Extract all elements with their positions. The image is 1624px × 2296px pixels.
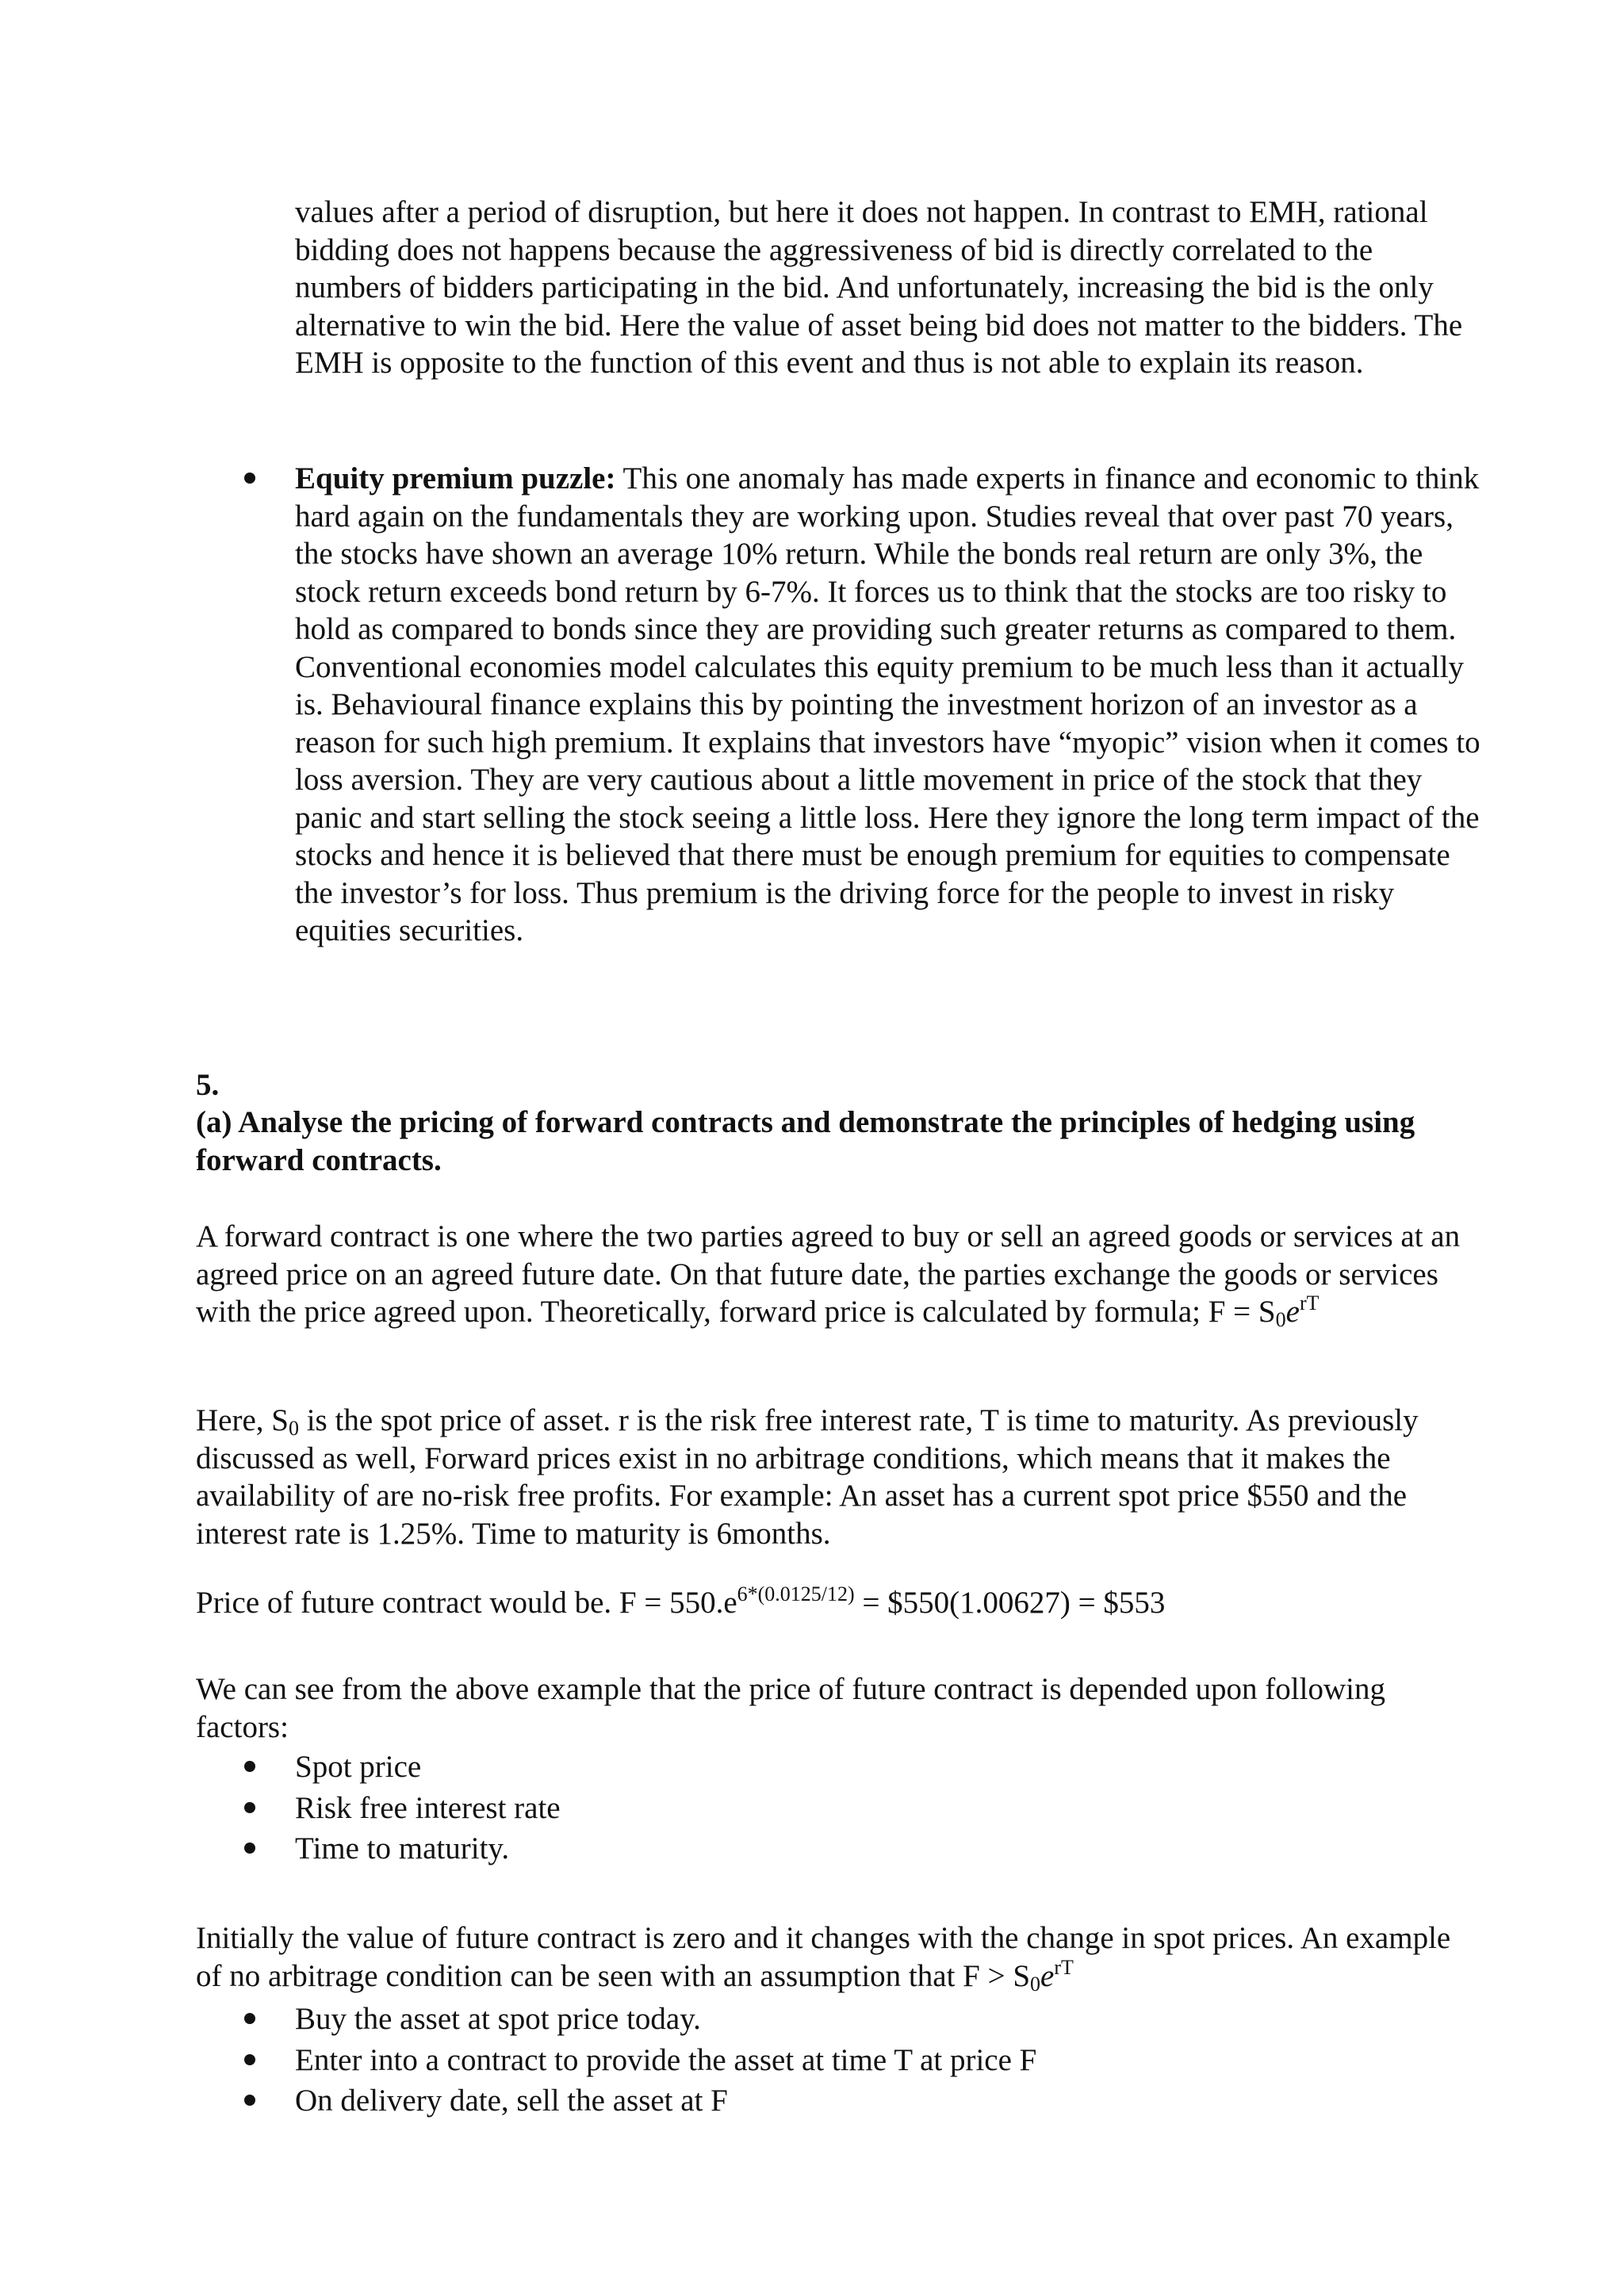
future-price-text-b: = $550(1.00627) = $553 xyxy=(854,1586,1166,1620)
list-item xyxy=(238,1747,1427,1788)
formula-s: S xyxy=(1258,1295,1276,1329)
step-label: Enter into a contract to provide the asset at time T at price F xyxy=(295,2042,1037,2077)
list-item xyxy=(238,2040,1427,2081)
future-price-text-a: Price of future contract would be. F = 550.e xyxy=(196,1586,737,1620)
list-item xyxy=(238,2080,1427,2122)
step-label: Buy the asset at spot price today. xyxy=(295,2002,701,2036)
bullet-icon xyxy=(244,473,255,484)
list-item xyxy=(238,1788,1427,1829)
future-price-exponent: 6*(0.0125/12) xyxy=(737,1582,855,1605)
spot-price-paragraph xyxy=(196,1402,1480,1552)
formula-sub: 0 xyxy=(1275,1308,1286,1331)
equity-premium-text xyxy=(295,460,1484,950)
list-item xyxy=(238,1999,1427,2040)
spot-price-text-b: is the spot price of asset. r is the risk free interest rate, T is time to maturity. As previously discussed as well, Forward prices exist in no arbitrage conditions, which means that it makes the availability of are no-risk free profits. For example: An asset has a current spot price $550 and the interest rate is 1.25%. Time to maturity is 6months. xyxy=(196,1403,1419,1551)
section-number: 5. xyxy=(196,1068,220,1102)
spot-price-text-a: Here, S xyxy=(196,1403,289,1437)
bullet-icon xyxy=(244,1761,255,1772)
continuation-paragraph: values after a period of disruption, but here it does not happen. In contrast to EMH, rational bidding does not happens because the aggressiveness of bid is directly correlated to the numbers of bidders participating in the bid. And unfortunately, increasing the bid is the only alternative to win the bid. Here the value of asset being bid does not matter to the bidders. The EMH is opposite to the function of this event and thus is not able to explain its reason. xyxy=(295,195,1463,380)
formula-sup: rT xyxy=(1299,1292,1320,1314)
bullet-icon xyxy=(244,1802,255,1813)
bullet-icon xyxy=(244,1843,255,1854)
bullet-icon xyxy=(244,2095,255,2106)
factor-label: Time to maturity. xyxy=(295,1831,510,1866)
arbitrage-steps-list xyxy=(238,1999,1427,2122)
no-arbitrage-text: Initially the value of future contract is zero and it changes with the change in spot prices. An example of no arbitrage condition can be seen with an assumption that F > S xyxy=(196,1921,1451,1993)
factors-list xyxy=(238,1747,1427,1869)
factor-label: Spot price xyxy=(295,1750,422,1784)
no-arbitrage-e: e xyxy=(1040,1958,1055,1993)
forward-contract-text: A forward contract is one where the two parties agreed to buy or sell an agreed goods or services at an agreed price on an agreed future date. On that future date, the parties exchange the goods or services with the price agreed upon. Theoretically, forward price is calculated by formula; F = xyxy=(196,1219,1461,1329)
bullet-icon xyxy=(244,2013,255,2024)
no-arbitrage-sub: 0 xyxy=(1030,1972,1041,1996)
spot-price-sub: 0 xyxy=(288,1417,299,1440)
forward-contract-paragraph xyxy=(196,1218,1480,1331)
equity-premium-body: This one anomaly has made experts in finance and economic to think hard again on the fundamentals they are working upon. Studies reveal that over past 70 years, the stocks have shown an average 10% return. While the bonds real return are only 3%, the stock return exceeds bond return by 6-7%. It forces us to think that the stocks are too risky to hold as compared to bonds since they are providing such greater returns as compared to them. Conventional economies model calculates this equity premium to be much less than it actually is. Behavioural finance explains this by pointing the investment horizon of an investor as a reason for such high premium. It explains that investors have “myopic” vision when it comes to loss aversion. They are very cautious about a little movement in price of the stock that they panic and start selling the stock seeing a little loss. Here they ignore the long term impact of the stocks and hence it is believed that there must be enough premium for equities to compensate the investor’s for loss. Thus premium is the driving force for the people to invest in risky equities securities. xyxy=(295,461,1480,947)
factors-intro-paragraph: We can see from the above example that the price of future contract is depended upon following factors: xyxy=(196,1672,1385,1744)
section-heading: (a) Analyse the pricing of forward contracts and demonstrate the principles of hedging using forward contracts. xyxy=(196,1105,1415,1177)
step-label: On delivery date, sell the asset at F xyxy=(295,2084,728,2118)
list-item xyxy=(238,1828,1427,1869)
equity-premium-title: Equity premium puzzle: xyxy=(295,461,616,496)
no-arbitrage-paragraph xyxy=(196,1919,1480,1995)
no-arbitrage-sup: rT xyxy=(1054,1955,1074,1979)
future-price-paragraph xyxy=(196,1584,1480,1622)
factor-label: Risk free interest rate xyxy=(295,1790,561,1825)
formula-e: e xyxy=(1285,1295,1300,1329)
bullet-icon xyxy=(244,2054,255,2065)
